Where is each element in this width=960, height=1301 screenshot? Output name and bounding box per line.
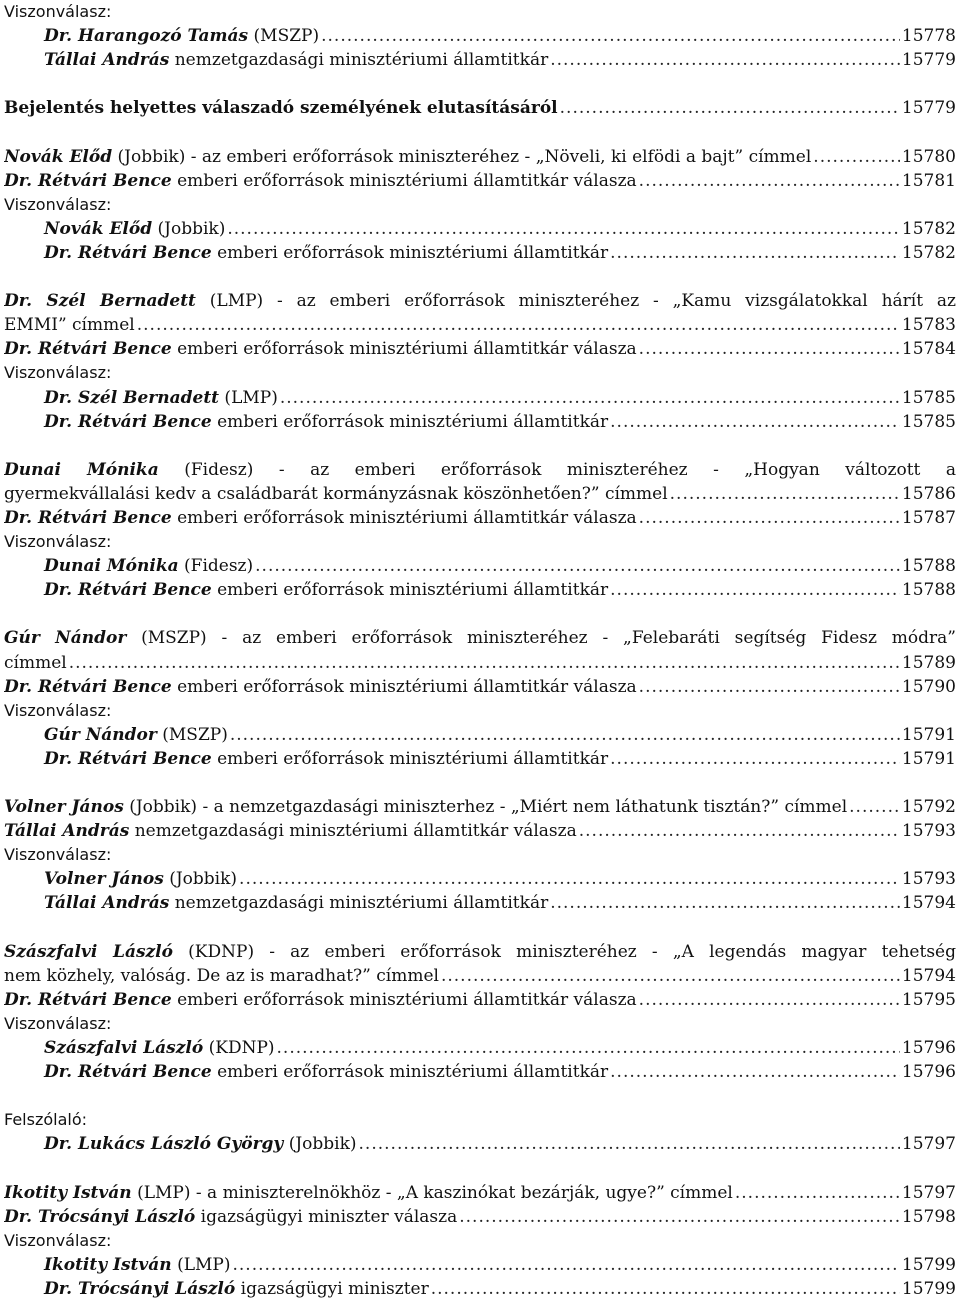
section-label (4, 699, 956, 723)
toc-row (4, 169, 956, 193)
speaker-name: Dunai Mónika (4, 459, 159, 480)
entry-title (44, 1060, 608, 1084)
entry-text: (LMP) - a miniszterelnökhöz - „A kaszinókat bezárják, ugye?” címmel (131, 1182, 733, 1203)
toc-row (4, 337, 956, 361)
toc-row (44, 867, 956, 891)
dot-leader (239, 867, 900, 891)
page-number: 15787 (901, 507, 956, 528)
toc-entry (4, 964, 956, 988)
dot-leader (359, 1132, 900, 1156)
dot-leader (232, 1253, 899, 1277)
page-number: 15788 (901, 580, 956, 601)
entry-text: (LMP) (219, 387, 278, 408)
entry-text: (Jobbik) (152, 218, 226, 239)
entry-text: emberi erőforrások minisztériumi államtitkár (211, 242, 609, 263)
toc-entry (4, 819, 956, 843)
toc-row (4, 964, 956, 988)
section-label (4, 193, 956, 217)
speaker-name: Szászfalvi László (4, 941, 173, 962)
toc-entry (4, 578, 956, 602)
page-number: 15791 (901, 724, 956, 745)
speaker-name: Novák Előd (4, 146, 113, 167)
speaker-name: Dr. Rétvári Bence (44, 411, 212, 432)
toc-row (44, 1060, 956, 1084)
entry-text: (MSZP) (248, 26, 320, 47)
toc-entry (4, 241, 956, 265)
speaker-name: Gúr Nándor (44, 724, 157, 745)
entry-title (4, 675, 637, 699)
speaker-name: Volner János (44, 869, 164, 890)
section-label (4, 530, 956, 554)
toc-entry (4, 96, 956, 120)
speaker-name: Ikotity István (44, 1254, 172, 1275)
speaker-name: Dr. Rétvári Bence (4, 676, 172, 697)
entry-title (4, 964, 439, 988)
dot-leader (441, 964, 900, 988)
entry-text: (KDNP) (203, 1038, 275, 1059)
dot-leader (849, 795, 900, 819)
speaker-name: Gúr Nándor (4, 628, 127, 649)
dot-leader (639, 506, 900, 530)
toc-entry (4, 795, 956, 819)
entry-text: (KDNP) - az emberi erőforrások miniszteréhez - „A legendás magyar tehetség (172, 941, 956, 962)
dot-leader (550, 48, 900, 72)
page-number: 15788 (901, 556, 956, 577)
entry-text: emberi erőforrások minisztériumi államtitkár válasza (171, 170, 637, 191)
dot-leader (610, 578, 900, 602)
page-number: 15779 (901, 50, 956, 71)
page-number: 15793 (901, 821, 956, 842)
dot-leader (610, 747, 900, 771)
page-number: 15783 (901, 315, 956, 336)
dot-leader (639, 988, 900, 1012)
page-number: 15782 (901, 218, 956, 239)
toc-entry (4, 24, 956, 48)
entry-title (4, 988, 637, 1012)
entry-title (44, 386, 278, 410)
speaker-name: Dr. Szél Bernadett (4, 291, 196, 312)
toc-row (44, 48, 956, 72)
entry-text: emberi erőforrások minisztériumi államtitkár válasza (171, 507, 637, 528)
entry-title (44, 867, 237, 891)
entry-title (44, 410, 608, 434)
toc-entry (4, 1132, 956, 1156)
entry-text: nem közhely, valóság. De az is maradhat?” címmel (4, 965, 439, 986)
dot-leader (459, 1205, 900, 1229)
toc-entry (4, 747, 956, 771)
toc-row (44, 554, 956, 578)
speaker-name: Novák Előd (44, 218, 153, 239)
dot-leader (137, 313, 900, 337)
page-number: 15797 (901, 1134, 956, 1155)
label-text: Viszonválasz: (4, 2, 112, 21)
toc-row (4, 482, 956, 506)
page-number: 15789 (901, 652, 956, 673)
dot-leader (670, 482, 900, 506)
toc-entry (4, 482, 956, 506)
entry-title (4, 651, 67, 675)
dot-leader (227, 217, 900, 241)
entry-text: (LMP) - az emberi erőforrások miniszteréhez - „Kamu vizsgálatokkal hárít az (195, 291, 956, 312)
entry-text: nemzetgazdasági minisztériumi államtitkár (169, 893, 549, 914)
toc-entry (4, 386, 956, 410)
toc-entry (4, 723, 956, 747)
entry-title (4, 145, 811, 169)
toc-row (4, 506, 956, 530)
page-number: 15779 (901, 98, 956, 119)
entry-title (44, 24, 319, 48)
entry-title (44, 891, 548, 915)
label-text: Viszonválasz: (4, 194, 112, 214)
toc-row (4, 675, 956, 699)
toc-row (4, 819, 956, 843)
toc-entry (4, 169, 956, 193)
entry-title (4, 313, 135, 337)
page-number: 15782 (901, 242, 956, 263)
toc-entry (4, 1036, 956, 1060)
entry-text: (Jobbik) (163, 869, 238, 890)
toc-row (4, 795, 956, 819)
dot-leader (550, 891, 900, 915)
toc-row (44, 410, 956, 434)
toc-row (44, 1253, 956, 1277)
toc-entry (4, 1277, 956, 1301)
page-number: 15790 (901, 676, 956, 697)
toc-row (44, 723, 956, 747)
dot-leader (230, 723, 900, 747)
speaker-name: Dr. Harangozó Tamás (44, 26, 249, 47)
toc-entry-first-line (4, 626, 956, 650)
entry-text: (MSZP) (156, 724, 228, 745)
speaker-name: Bejelentés helyettes válaszadó személyének elutasításáról (4, 98, 558, 119)
entry-text: emberi erőforrások minisztériumi államtitkár válasza (171, 339, 637, 360)
toc-row (44, 217, 956, 241)
toc-entry (4, 891, 956, 915)
toc-entry (4, 313, 956, 337)
dot-leader (69, 651, 900, 675)
entry-text: gyermekvállalási kedv a családbarát kormányzásnak köszönhetően?” címmel (4, 483, 668, 504)
entry-title (44, 747, 608, 771)
entry-text: (Fidesz) (178, 556, 254, 577)
toc-row (44, 1132, 956, 1156)
toc-entry (4, 554, 956, 578)
label-text: Viszonválasz: (4, 700, 112, 720)
page-number: 15778 (901, 26, 956, 47)
entry-text: EMMI” címmel (4, 315, 135, 336)
toc-entry-first-line (4, 289, 956, 313)
page-number: 15795 (901, 989, 956, 1010)
toc-entry (4, 675, 956, 699)
page-number: 15799 (901, 1254, 956, 1275)
section-label (4, 843, 956, 867)
dot-leader (560, 96, 900, 120)
toc-entry (4, 1253, 956, 1277)
entry-text: nemzetgazdasági minisztériumi államtitkár válasza (129, 821, 577, 842)
dot-leader (610, 410, 900, 434)
speaker-name: Dunai Mónika (44, 556, 179, 577)
entry-text: emberi erőforrások minisztériumi államtitkár válasza (171, 676, 637, 697)
toc-row (44, 386, 956, 410)
dot-leader (321, 24, 900, 48)
toc-row (4, 96, 956, 120)
dot-leader (255, 554, 900, 578)
toc-entry (4, 1205, 956, 1229)
label-text: Viszonválasz: (4, 532, 112, 552)
entry-title (4, 169, 637, 193)
entry-title (4, 482, 668, 506)
toc-entry-first-line (4, 940, 956, 964)
entry-text: emberi erőforrások minisztériumi államtitkár (211, 411, 609, 432)
entry-text: (Jobbik) - az emberi erőforrások miniszteréhez - „Növeli, ki elfödi a bajt” címmel (112, 146, 812, 167)
dot-leader (639, 169, 900, 193)
speaker-name: Ikotity István (4, 1182, 132, 1203)
entry-title (4, 795, 847, 819)
toc-entry (4, 506, 956, 530)
page-number: 15784 (901, 339, 956, 360)
toc-entry (4, 1181, 956, 1205)
section-label (4, 0, 956, 24)
speaker-name: Dr. Trócsányi László (44, 1278, 236, 1299)
dot-leader (639, 337, 900, 361)
dot-leader (735, 1181, 900, 1205)
entry-title (44, 723, 228, 747)
toc-entry (4, 217, 956, 241)
speaker-name: Dr. Rétvári Bence (44, 748, 212, 769)
entry-title (44, 241, 608, 265)
entry-text: (MSZP) - az emberi erőforrások miniszteréhez - „Felebaráti segítség Fidesz módra” (126, 628, 956, 649)
toc-row (44, 1036, 956, 1060)
dot-leader (280, 386, 900, 410)
entry-text: igazságügyi miniszter (235, 1278, 429, 1299)
entry-title (4, 96, 558, 120)
toc-row (44, 1277, 956, 1301)
toc-row (44, 24, 956, 48)
entry-title (44, 1253, 230, 1277)
toc-row (4, 1205, 956, 1229)
page-number: 15785 (901, 411, 956, 432)
page-number: 15785 (901, 387, 956, 408)
page-number: 15786 (901, 483, 956, 504)
speaker-name: Tállai András (44, 893, 170, 914)
page-number: 15799 (901, 1278, 956, 1299)
toc-entry (4, 337, 956, 361)
toc-entry (4, 48, 956, 72)
dot-leader (431, 1277, 900, 1301)
speaker-name: Dr. Trócsányi László (4, 1206, 196, 1227)
entry-title (4, 1205, 457, 1229)
speaker-name: Dr. Szél Bernadett (44, 387, 220, 408)
entry-title (44, 48, 548, 72)
dot-leader (639, 675, 900, 699)
dot-leader (579, 819, 900, 843)
entry-title (44, 1132, 357, 1156)
toc-entry-first-line (4, 458, 956, 482)
toc-row (44, 241, 956, 265)
dot-leader (277, 1036, 900, 1060)
dot-leader (610, 241, 900, 265)
dot-leader (813, 145, 900, 169)
page-number: 15791 (901, 748, 956, 769)
entry-text: (Jobbik) - a nemzetgazdasági miniszterhez - „Miért nem láthatunk tisztán?” címmel (123, 797, 848, 818)
section-label (4, 361, 956, 385)
label-text: Viszonválasz: (4, 1013, 112, 1033)
speaker-name: Dr. Rétvári Bence (4, 339, 172, 360)
toc-row (44, 891, 956, 915)
entry-text: (LMP) (171, 1254, 231, 1275)
page-number: 15781 (901, 170, 956, 191)
entry-title (4, 819, 577, 843)
page-number: 15794 (901, 965, 956, 986)
toc-row (4, 988, 956, 1012)
toc-entry (4, 867, 956, 891)
entry-text: nemzetgazdasági minisztériumi államtitkár (169, 50, 549, 71)
entry-title (44, 578, 608, 602)
section-label (4, 1108, 956, 1132)
entry-text: (Fidesz) - az emberi erőforrások miniszteréhez - „Hogyan változott a (158, 459, 956, 480)
speaker-name: Tállai András (4, 821, 130, 842)
speaker-name: Dr. Rétvári Bence (44, 1062, 212, 1083)
speaker-name: Dr. Lukács László György (44, 1134, 284, 1155)
section-label (4, 1012, 956, 1036)
speaker-name: Volner János (4, 797, 124, 818)
entry-title (4, 337, 637, 361)
speaker-name: Szászfalvi László (44, 1038, 204, 1059)
entry-title (4, 506, 637, 530)
page-number: 15798 (901, 1206, 956, 1227)
toc-row (4, 145, 956, 169)
entry-text: emberi erőforrások minisztériumi államtitkár (211, 1062, 609, 1083)
speaker-name: Dr. Rétvári Bence (4, 989, 172, 1010)
label-text: Felszólaló: (4, 1110, 88, 1130)
entry-title (4, 1181, 733, 1205)
toc-entry (4, 410, 956, 434)
entry-title (44, 217, 225, 241)
page-number: 15797 (901, 1182, 956, 1203)
toc-entry (4, 1060, 956, 1084)
entry-text: címmel (4, 652, 67, 673)
toc-entry (4, 651, 956, 675)
label-text: Viszonválasz: (4, 845, 112, 865)
speaker-name: Tállai András (44, 50, 170, 71)
entry-title (44, 1036, 275, 1060)
speaker-name: Dr. Rétvári Bence (44, 242, 212, 263)
toc-row (4, 651, 956, 675)
entry-text: emberi erőforrások minisztériumi államtitkár (211, 580, 609, 601)
toc-row (4, 313, 956, 337)
toc-row (4, 1181, 956, 1205)
page-number: 15796 (901, 1038, 956, 1059)
toc-entry (4, 988, 956, 1012)
speaker-name: Dr. Rétvári Bence (4, 170, 172, 191)
entry-title (44, 554, 253, 578)
toc-row (44, 747, 956, 771)
entry-title (44, 1277, 429, 1301)
label-text: Viszonválasz: (4, 363, 112, 383)
page-number: 15796 (901, 1062, 956, 1083)
section-label (4, 1229, 956, 1253)
toc-row (44, 578, 956, 602)
entry-text: igazságügyi miniszter válasza (195, 1206, 458, 1227)
label-text: Viszonválasz: (4, 1230, 112, 1250)
entry-text: emberi erőforrások minisztériumi államtitkár válasza (171, 989, 637, 1010)
entry-text: emberi erőforrások minisztériumi államtitkár (211, 748, 609, 769)
page-number: 15793 (901, 869, 956, 890)
entry-text: (Jobbik) (283, 1134, 357, 1155)
page-number: 15794 (901, 893, 956, 914)
toc-entry (4, 145, 956, 169)
dot-leader (610, 1060, 900, 1084)
page-number: 15792 (901, 797, 956, 818)
speaker-name: Dr. Rétvári Bence (4, 507, 172, 528)
speaker-name: Dr. Rétvári Bence (44, 580, 212, 601)
page-number: 15780 (901, 146, 956, 167)
